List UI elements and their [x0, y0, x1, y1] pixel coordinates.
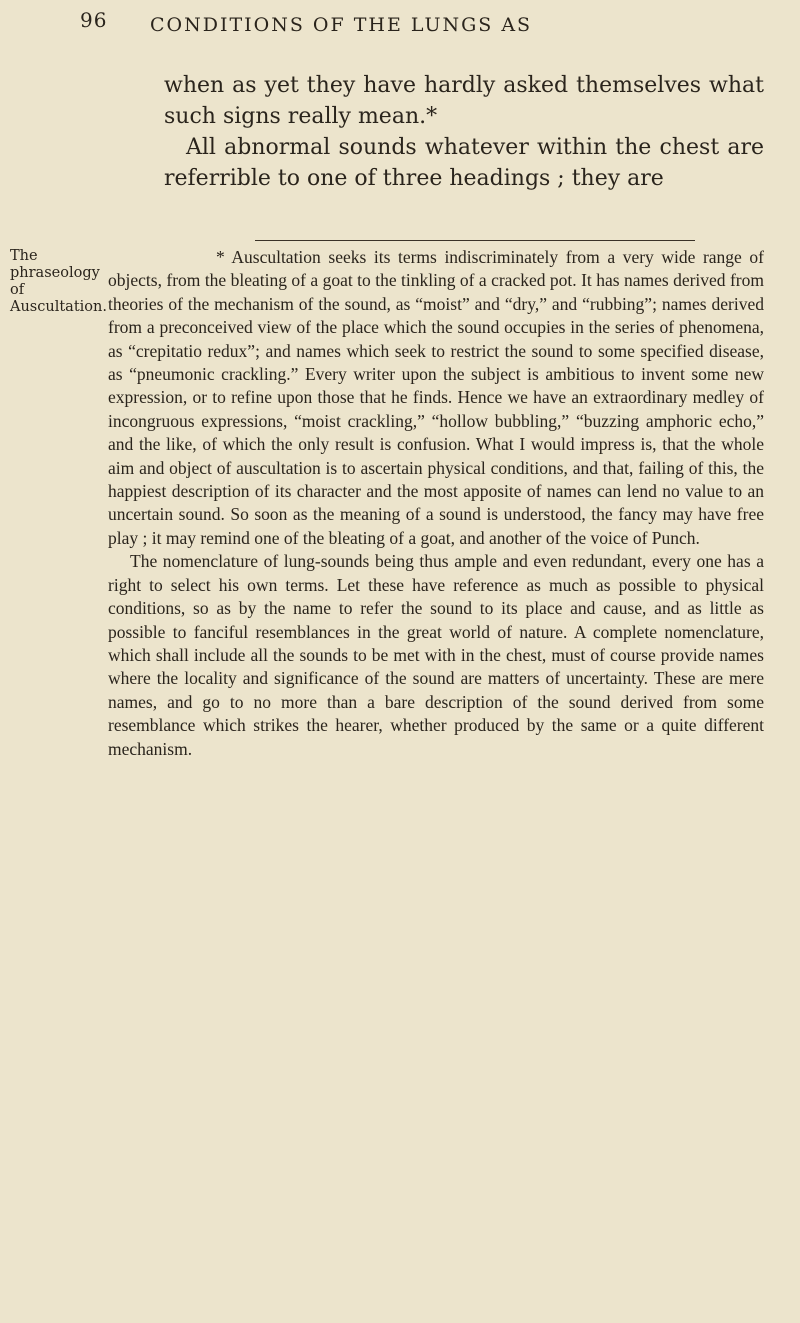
body-paragraph: All abnormal sounds whatever within the chest are referrible to one of three headings ; they are	[164, 135, 764, 191]
page-number: 96	[80, 8, 108, 32]
footnote-separator	[255, 240, 695, 241]
footnote-paragraph: The nomenclature of lung-sounds being thus ample and even redundant, every one has a right to select his own terms. Let these have reference as much as possible to physical conditions, so as by the name to refer the sound to its place and cause, and as little as possible to fanciful resemblances in the great world of nature. A complete nomenclature, which shall include all the sounds to be met with in the chest, must of course provide names where the locality and significance of the sound are matters of uncertainty. These are mere names, and go to no more than a bare description of the sound derived from some resemblance which strikes the hearer, whether produced by the same or a quite different mechanism.	[108, 551, 764, 759]
footnote-paragraph: * Auscultation seeks its terms indiscriminately from a very wide range of objects, from the bleating of a goat to the tinkling of a cracked pot. It has names derived from theories of the mechanism of the sound, as “moist” and “dry,” and “rubbing”; names derived from a preconceived view of the place which the sound occupies in the series of phenomena, as “crepitatio redux”; and names which seek to restrict the sound to some specified disease, as “pneumonic crackling.” Every writer upon the subject is ambitious to invent some new expression, or to refine upon those that he finds. Hence we have an extraordinary medley of incongruous expressions, “moist crackling,” “hollow bubbling,” “buzzing amphoric echo,” and the like, of which the only result is confusion. What I would impress is, that the whole aim and object of auscultation is to ascertain physical conditions, and that, failing of this, the happiest description of its character and the most apposite of names can lend no value to an uncertain sound. So soon as the meaning of a sound is understood, the fancy may have free play ; it may remind one of the bleating of a goat, and another of the voice of Punch.	[108, 247, 764, 548]
running-head: CONDITIONS OF THE LUNGS AS	[150, 14, 533, 36]
marginal-note: The phraseology of Auscultation.	[10, 248, 107, 315]
main-text	[164, 70, 764, 194]
footnote	[108, 246, 764, 761]
body-paragraph: when as yet they have hardly asked themselves what such signs really mean.*	[164, 73, 764, 129]
